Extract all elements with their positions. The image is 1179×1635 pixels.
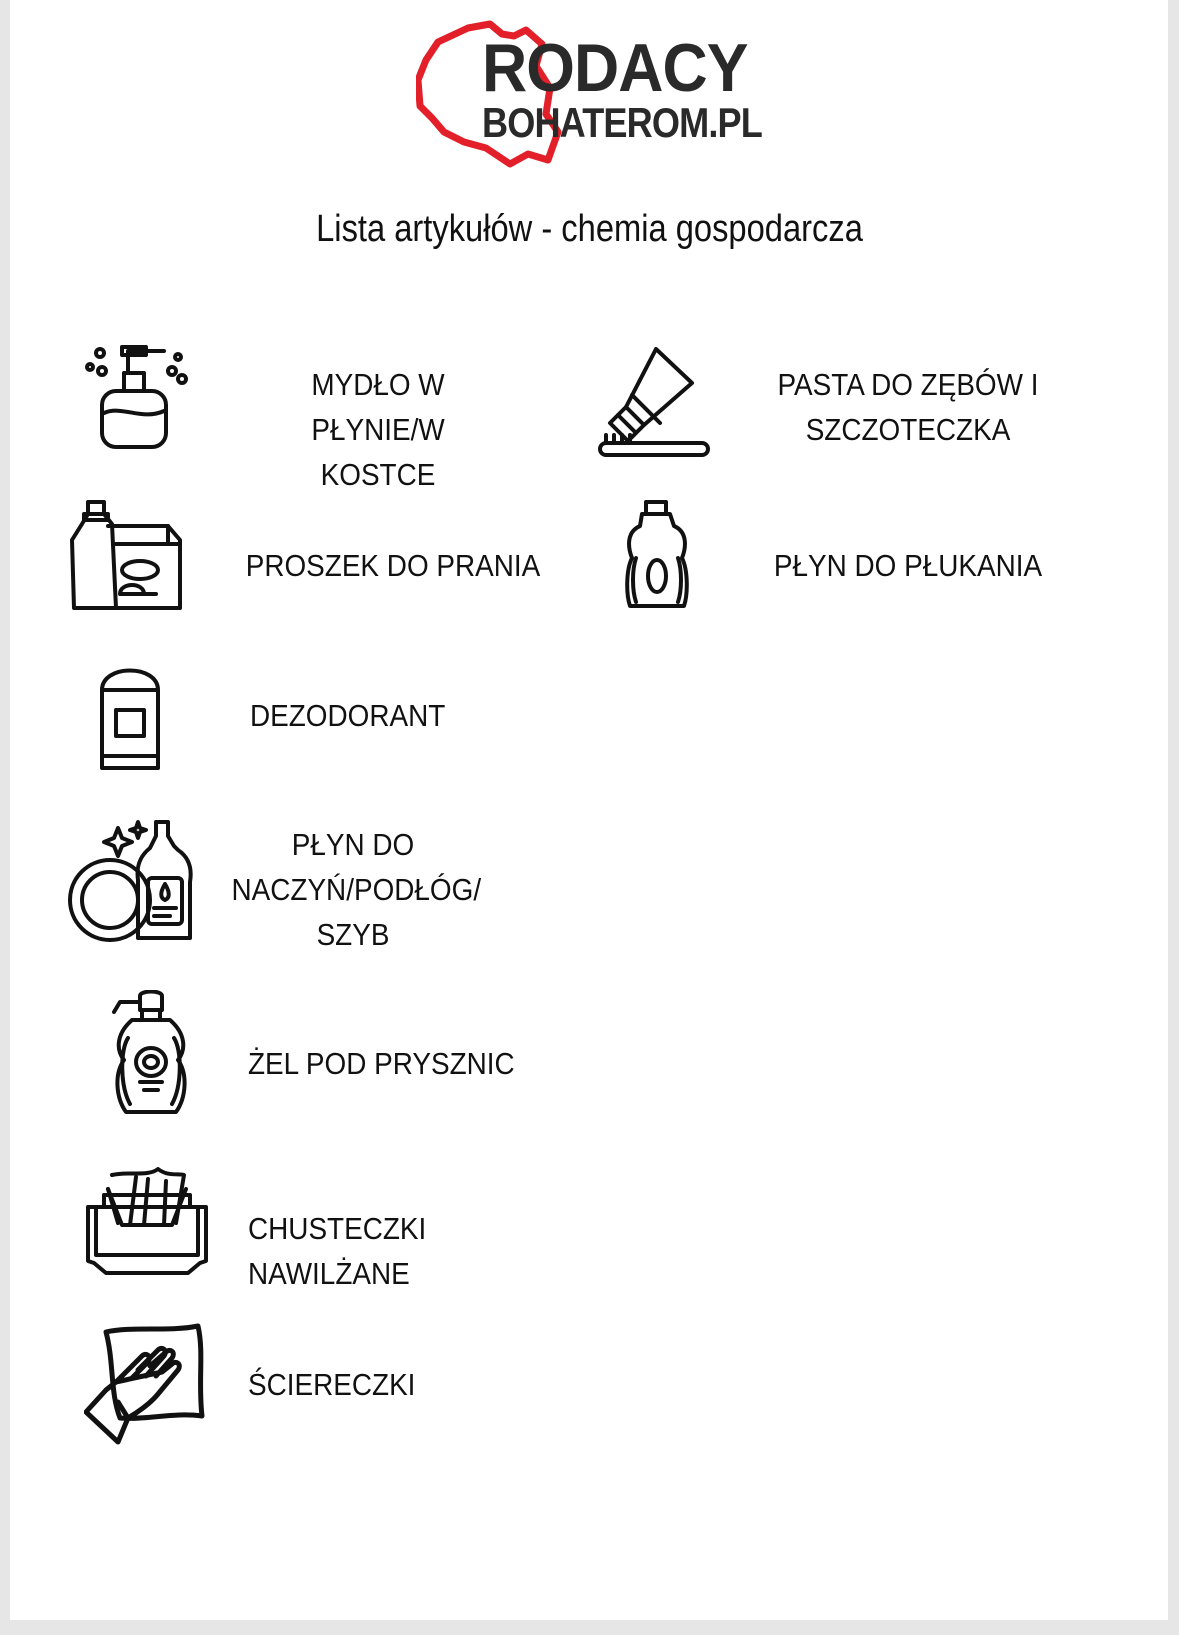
liquid-soap-icon	[82, 345, 192, 455]
item-label-toothpaste: PASTA DO ZĘBÓW I SZCZOTECZKA	[777, 367, 1039, 447]
wet-wipes-icon	[84, 1165, 210, 1277]
item-label-wet-wipes: CHUSTECZKI NAWILŻANE	[248, 1211, 427, 1291]
item-label-shower-gel: ŻEL POD PRYSZNIC	[248, 1046, 515, 1081]
laundry-detergent-icon	[68, 498, 188, 616]
item-label-liquid-soap: MYDŁO W PŁYNIE/W KOSTCE	[311, 367, 445, 492]
item-label-laundry-detergent: PROSZEK DO PRANIA	[245, 548, 541, 583]
logo-text-rodacy: RODACY	[482, 30, 748, 106]
toothpaste-icon	[596, 345, 711, 460]
page-title: Lista artykułów - chemia gospodarcza	[316, 208, 863, 250]
cleaning-cloth-icon	[84, 1322, 208, 1446]
item-label-deodorant: DEZODORANT	[250, 698, 446, 733]
item-label-fabric-softener: PŁYN DO PŁUKANIA	[773, 548, 1043, 583]
logo	[416, 14, 766, 174]
fabric-softener-bottle-icon	[622, 498, 692, 613]
item-label-dish-soap: PŁYN DO NACZYŃ/PODŁÓG/ SZYB	[231, 827, 482, 952]
logo-text-bohaterom: BOHATEROM.PL	[482, 99, 762, 146]
item-label-cleaning-cloth: ŚCIERECZKI	[248, 1367, 416, 1402]
deodorant-icon	[98, 660, 162, 772]
dish-soap-icon	[66, 818, 196, 946]
shower-gel-icon	[106, 990, 190, 1118]
